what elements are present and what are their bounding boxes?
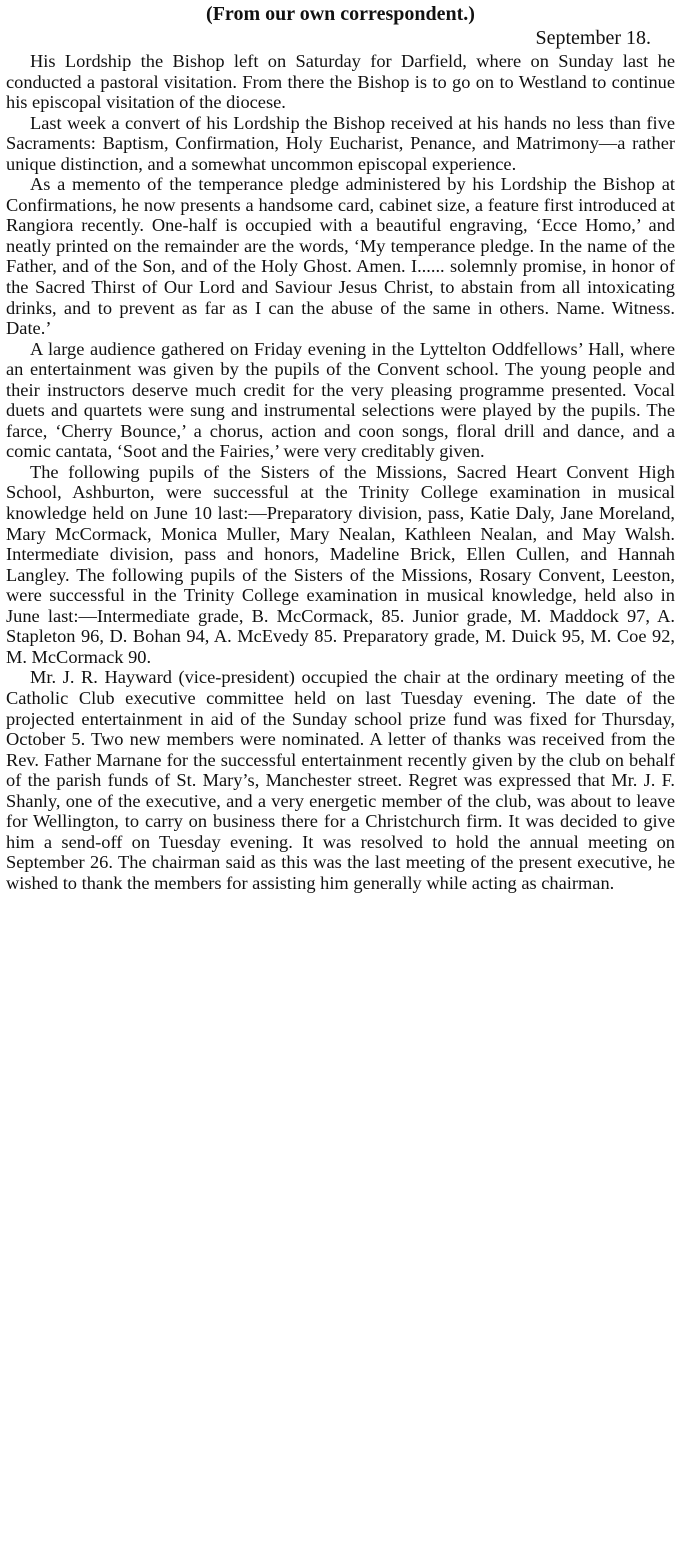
paragraph-convert-sacraments: Last week a convert of his Lordship the Bishop received at his hands no less than five Sacraments: Baptism, Confirmation, Holy Eucharist, Penance, and Matrimony—a rather unique distinction, and a somewhat uncommon episcopal experience. — [6, 112, 675, 174]
article-column — [6, 0, 675, 893]
paragraph-bishop-departure: His Lordship the Bishop left on Saturday for Darfield, where on Sunday last he conducted a pastoral visitation. From there the Bishop is to go on to Westland to continue his episcopal visitation of the diocese. — [6, 51, 675, 113]
paragraph-lyttelton-entertainment: A large audience gathered on Friday evening in the Lyttelton Oddfellows’ Hall, where an entertainment was given by the pupils of the Convent school. The young people and their instructors deserve much credit for the very pleasing programme presented. Vocal duets and quartets were sung and instrumental selections were played by the pupils. The farce, ‘Cherry Bounce,’ a chorus, action and coon songs, floral drill and dance, and a comic cantata, ‘Soot and the Fairies,’ were very creditably given. — [6, 338, 675, 462]
paragraph-temperance-pledge-card: As a memento of the temperance pledge administered by his Lordship the Bishop at Confirmations, he now presents a handsome card, cabinet size, a feature first introduced at Rangiora recently. One-half is occupied with a beautiful engraving, ‘Ecce Homo,’ and neatly printed on the remainder are the words, ‘My temperance pledge. In the name of the Father, and of the Son, and of the Holy Ghost. Amen. I...... solemnly promise, in honor of the Sacred Thirst of Our Lord and Saviour Jesus Christ, to abstain from all intoxicating drinks, and to prevent as far as I can the abuse of the same in others. Name. Witness. Date.’ — [6, 174, 675, 339]
article-heading: (From our own correspondent.) — [206, 3, 475, 25]
paragraph-music-examination-results: The following pupils of the Sisters of the Missions, Sacred Heart Convent High School, Ashburton, were successful at the Trinity College examination in musical knowledge held on June 10 last:—Preparatory division, pass, Katie Daly, Jane Moreland, Mary McCormack, Monica Muller, Mary Nealan, Kathleen Nealan, and May Walsh. Intermediate division, pass and honors, Madeline Brick, Ellen Cullen, and Hannah Langley. The following pupils of the Sisters of the Missions, Rosary Convent, Leeston, were successful in the Trinity College examination in musical knowledge, held also in June last:—Intermediate grade, B. McCormack, 85. Junior grade, M. Maddock 97, A. Stapleton 96, D. Bohan 94, A. McEvedy 85. Preparatory grade, M. Duick 95, M. Coe 92, M. McCormack 90. — [6, 461, 675, 667]
paragraph-catholic-club-meeting: Mr. J. R. Hayward (vice-president) occupied the chair at the ordinary meeting of the Catholic Club executive committee held on last Tuesday evening. The date of the projected entertainment in aid of the Sunday school prize fund was fixed for Thursday, October 5. Two new members were nominated. A letter of thanks was received from the Rev. Father Marnane for the successful entertainment recently given by the club on behalf of the parish funds of St. Mary’s, Manchester street. Regret was expressed that Mr. J. F. Shanly, one of the executive, and a very energetic member of the club, was about to leave for Wellington, to carry on business there for a Christchurch firm. It was decided to give him a send-off on Tuesday evening. It was resolved to hold the annual meeting on September 26. The chairman said as this was the last meeting of the present executive, he wished to thank the members for assisting him generally while acting as chairman. — [6, 667, 675, 893]
article-dateline: September 18. — [535, 27, 651, 49]
